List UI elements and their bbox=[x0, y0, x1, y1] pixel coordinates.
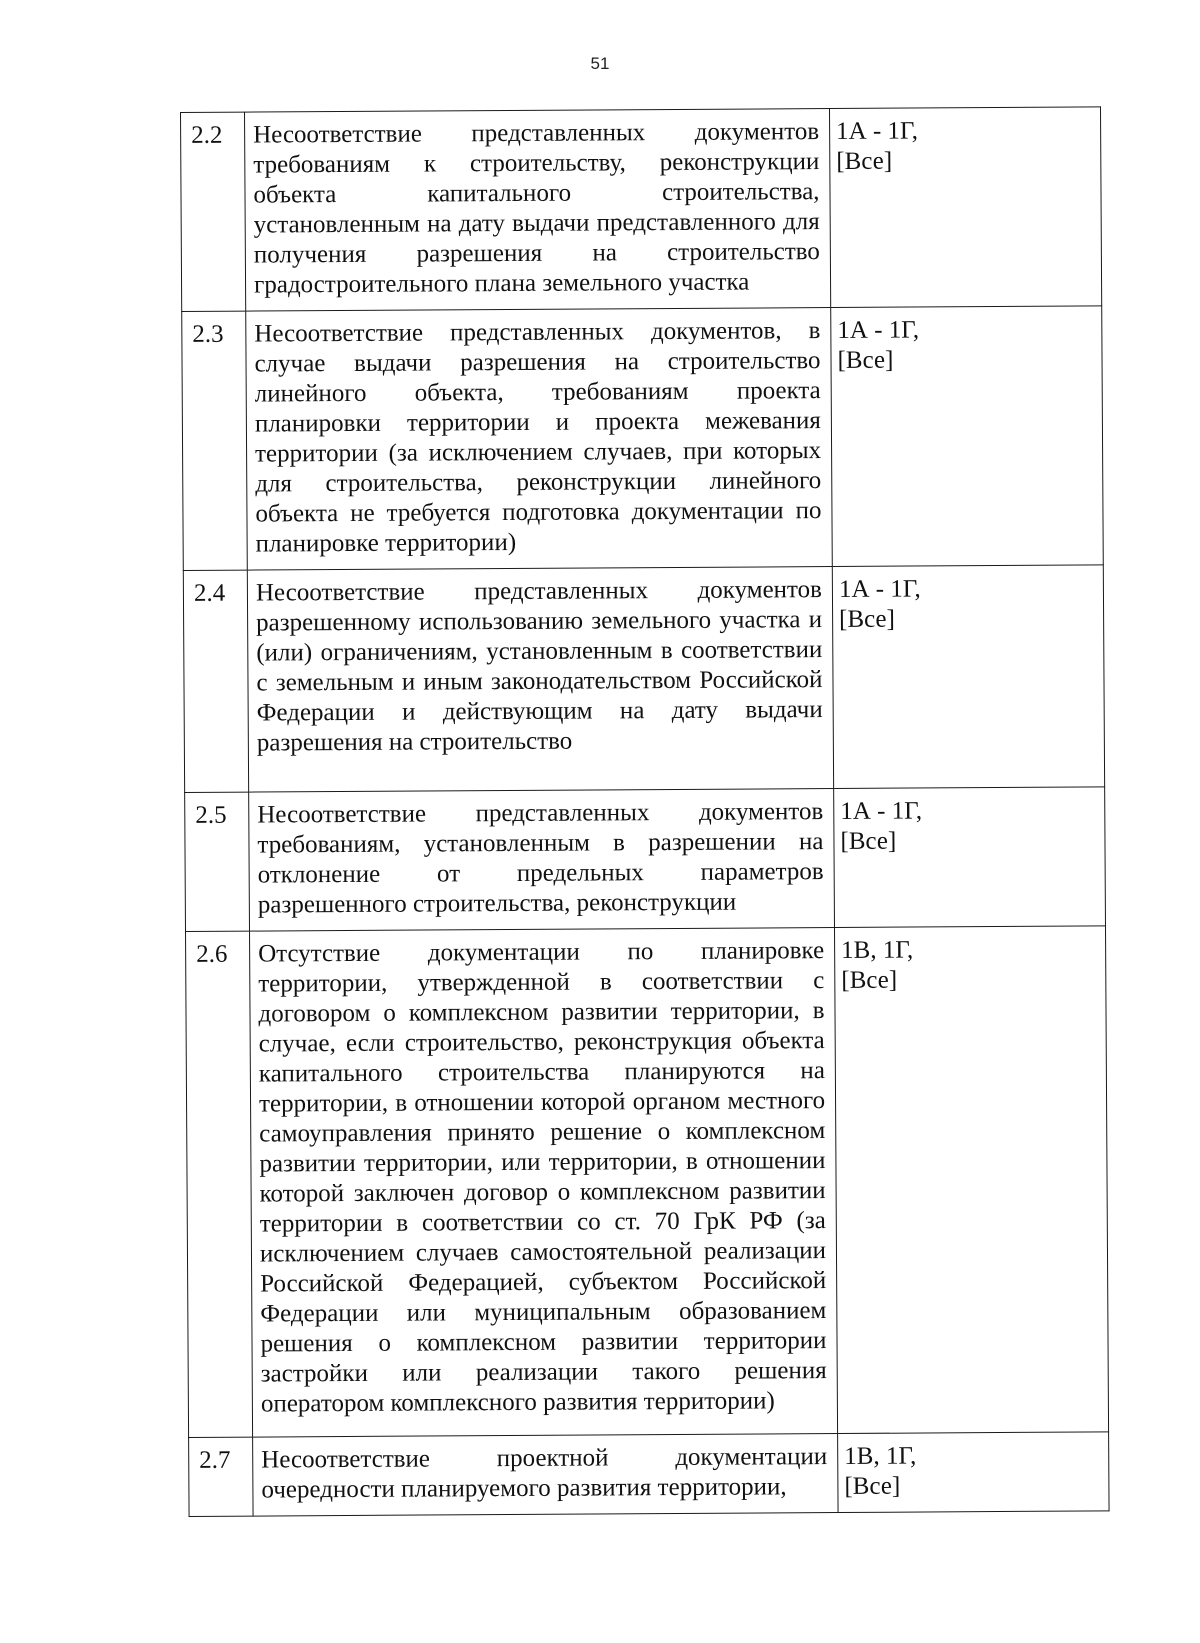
row-codes: 1А - 1Г, bbox=[836, 117, 918, 145]
row-codes: 1А - 1Г, bbox=[837, 316, 920, 344]
table-row bbox=[181, 107, 1102, 312]
table-row bbox=[182, 306, 1104, 571]
row-codes-cell bbox=[831, 306, 1104, 567]
requirements-table bbox=[180, 106, 1110, 1517]
table-row bbox=[183, 565, 1104, 793]
row-codes: 1А - 1Г, bbox=[840, 797, 923, 825]
page-number: 51 bbox=[590, 54, 610, 73]
row-scope: [Все] bbox=[844, 1472, 901, 1500]
row-number: 2.3 bbox=[182, 311, 248, 570]
row-codes-cell bbox=[834, 926, 1108, 1434]
row-scope: [Все] bbox=[836, 147, 893, 175]
row-scope: [Все] bbox=[839, 605, 896, 633]
row-codes: 1А - 1Г, bbox=[838, 575, 921, 603]
row-number: 2.7 bbox=[189, 1437, 253, 1516]
row-codes-cell bbox=[829, 107, 1101, 308]
row-codes: 1В, 1Г, bbox=[841, 936, 914, 964]
row-codes-cell bbox=[832, 565, 1104, 789]
row-codes-cell bbox=[834, 787, 1106, 928]
row-description: Несоответствие проектной документации очередности планируемого развития территории, bbox=[253, 1434, 838, 1517]
row-description: Несоответствие представленных документов требованиям к строительству, реконструкции объекта капитального строительства, установленным на дату выдачи представленного для получения разрешения на строительство градостроительного плана земельного участка bbox=[245, 109, 831, 312]
row-codes-cell bbox=[838, 1432, 1109, 1513]
row-number: 2.4 bbox=[183, 570, 248, 792]
row-description: Несоответствие представленных документов требованиям, установленным в разрешении на отклонение от предельных параметров разрешенного строительства, реконструкции bbox=[249, 789, 835, 932]
table-row bbox=[185, 787, 1106, 932]
row-number: 2.5 bbox=[185, 792, 250, 931]
table-row bbox=[189, 1432, 1109, 1517]
row-scope: [Все] bbox=[837, 346, 894, 374]
row-number: 2.2 bbox=[181, 112, 246, 311]
row-number: 2.6 bbox=[186, 931, 253, 1437]
row-scope: [Все] bbox=[841, 966, 898, 994]
table-row bbox=[186, 926, 1109, 1438]
row-codes: 1В, 1Г, bbox=[844, 1442, 917, 1470]
row-description: Несоответствие представленных документов, в случае выдачи разрешения на строительство линейного объекта, требованиям проекта планировки территории и проекта межевания территории (за исключением случаев, при которых для строительства, реконструкции линейного объекта не требуется подготовка документации по планировке территории) bbox=[246, 308, 833, 571]
row-description: Отсутствие документации по планировке территории, утвержденной в соответствии с договором о комплексном развитии территории, в случае, если строительство, реконструкция объекта капитального строительства планируются на территории, в отношении которой органом местного самоуправления принято решение о комплексном развитии территории, или территории, в отношении которой заключен договор о комплексном развитии территории в соответствии со ст. 70 ГрК РФ (за исключением случаев самостоятельной реализации Российской Федерацией, субъектом Российской Федерации или муниципальным образованием решения о комплексном развитии территории застройки или реализации такого решения оператором комплексного развития территории) bbox=[250, 928, 838, 1438]
row-scope: [Все] bbox=[840, 827, 897, 855]
row-description: Несоответствие представленных документов разрешенному использованию земельного участка и (или) ограничениям, установленным в соответствии с земельным и иным законодательством Российской Федерации и действующим на дату выдачи разрешения на строительство bbox=[247, 567, 833, 793]
